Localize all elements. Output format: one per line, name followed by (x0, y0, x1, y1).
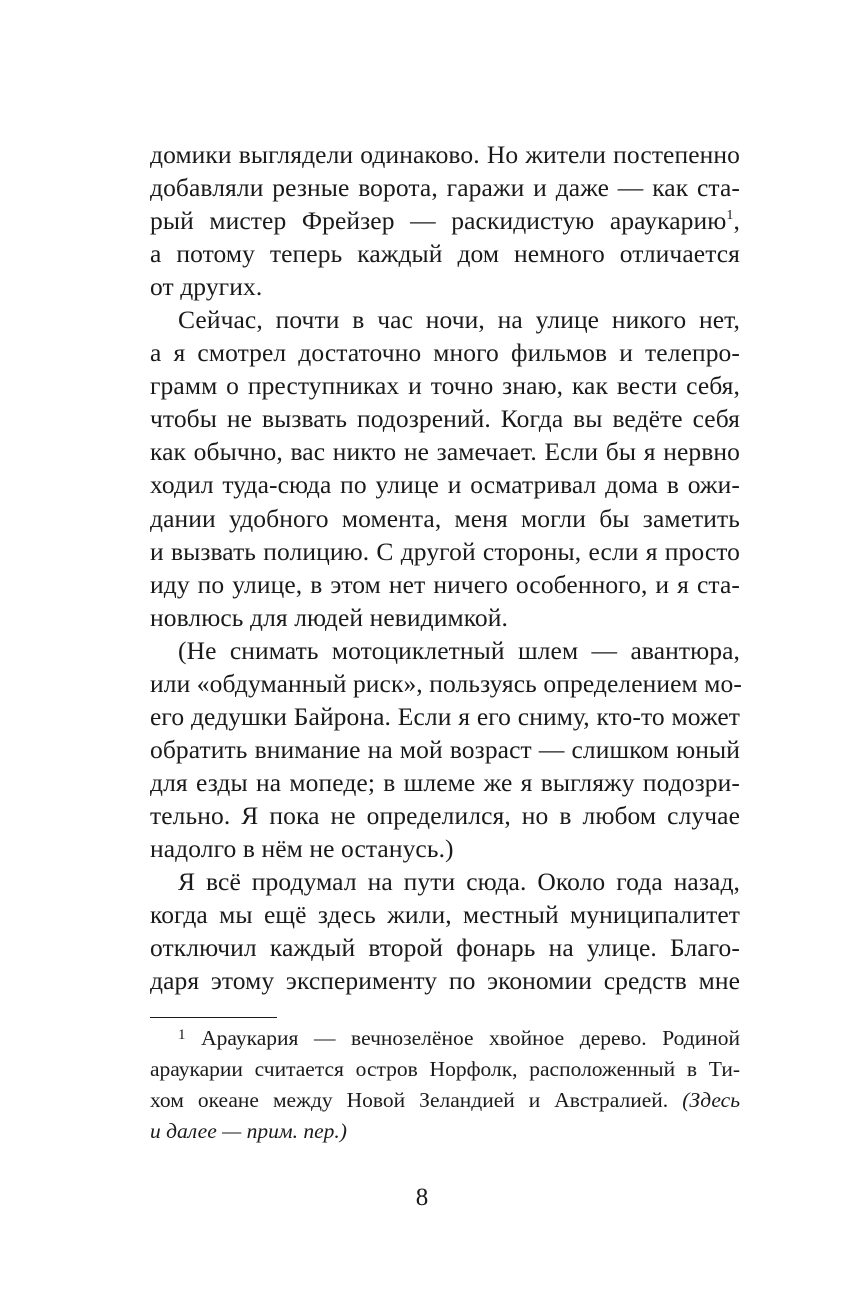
text-line: или «обдуманный риск», пользуясь определением мо- (150, 668, 742, 698)
footnote-italic-note: (Здесь (682, 1088, 741, 1112)
text-line: и вызвать полицию. С другой стороны, если я просто (150, 536, 740, 566)
text-line: отключил каждый второй фонарь на улице. Благо- (150, 933, 740, 963)
footnote-line: араукарии считается остров Норфолк, расположенный в Ти- (150, 1057, 740, 1081)
text-line: (Не снимать мотоциклетный шлем — авантюра, (178, 635, 740, 665)
footnote-line (150, 1116, 740, 1147)
text-line: чтобы не вызвать подозрений. Когда вы ведёте себя (150, 404, 740, 434)
text-line: даря этому эксперименту по экономии средств мне (150, 966, 740, 996)
footnote-italic-note: и далее — прим. пер.) (150, 1119, 347, 1143)
text-line: как обычно, вас никто не замечает. Если бы я нервно (150, 437, 740, 467)
text-line: дании удобного момента, меня могли бы заметить (150, 503, 740, 533)
text-line: Сейчас, почти в час ночи, на улице никого нет, (178, 305, 740, 335)
text-line: грамм о преступниках и точно знаю, как вести себя, (150, 371, 740, 401)
footnote-text: хом океане между Новой Зеландией и Австралией. (150, 1088, 669, 1112)
text-line: от других. (150, 272, 263, 302)
text-line (150, 204, 740, 237)
text-line: для езды на мопеде; в шлеме же я выгляжу подозри- (150, 767, 740, 797)
main-text (150, 138, 740, 997)
footnote-marker: 1 (178, 1027, 186, 1043)
text-line: обратить внимание на мой возраст — слишком юный (150, 734, 740, 764)
text-segment: рый мистер Фрейзер — раскидистую араукарию (150, 206, 727, 236)
text-line: ходил туда-сюда по улице и осматривал дома в ожи- (150, 470, 740, 500)
text-line: когда мы ещё здесь жили, местный муниципалитет (150, 900, 740, 930)
text-line: Я всё продумал на пути сюда. Около года назад, (178, 867, 740, 897)
text-line: надолго в нём не останусь.) (150, 833, 454, 863)
text-line: добавляли резные ворота, гаражи и даже — как ста- (150, 173, 740, 203)
text-line: а потому теперь каждый дом немного отличается (150, 239, 740, 269)
text-line: новлюсь для людей невидимкой. (150, 602, 508, 632)
text-punctuation: , (733, 206, 740, 236)
text-line: а я смотрел достаточно много фильмов и телепро- (150, 338, 740, 368)
page-number: 8 (415, 1184, 429, 1211)
text-line: тельно. Я пока не определился, но в любом случае (150, 800, 740, 830)
footnote-line (150, 1085, 740, 1116)
footnote-text: Араукария — вечнозелёное хвойное дерево. Родиной (201, 1026, 741, 1050)
footnote-divider (150, 1017, 277, 1018)
text-line: иду по улице, в этом нет ничего особенного, и я ста- (150, 569, 740, 599)
text-line: его дедушки Байрона. Если я его сниму, кто-то может (150, 701, 740, 731)
footnote (150, 1023, 740, 1147)
text-line: домики выглядели одинаково. Но жители постепенно (150, 140, 740, 169)
footnote-reference[interactable]: 1 (726, 208, 734, 224)
footnote-line (150, 1023, 740, 1054)
